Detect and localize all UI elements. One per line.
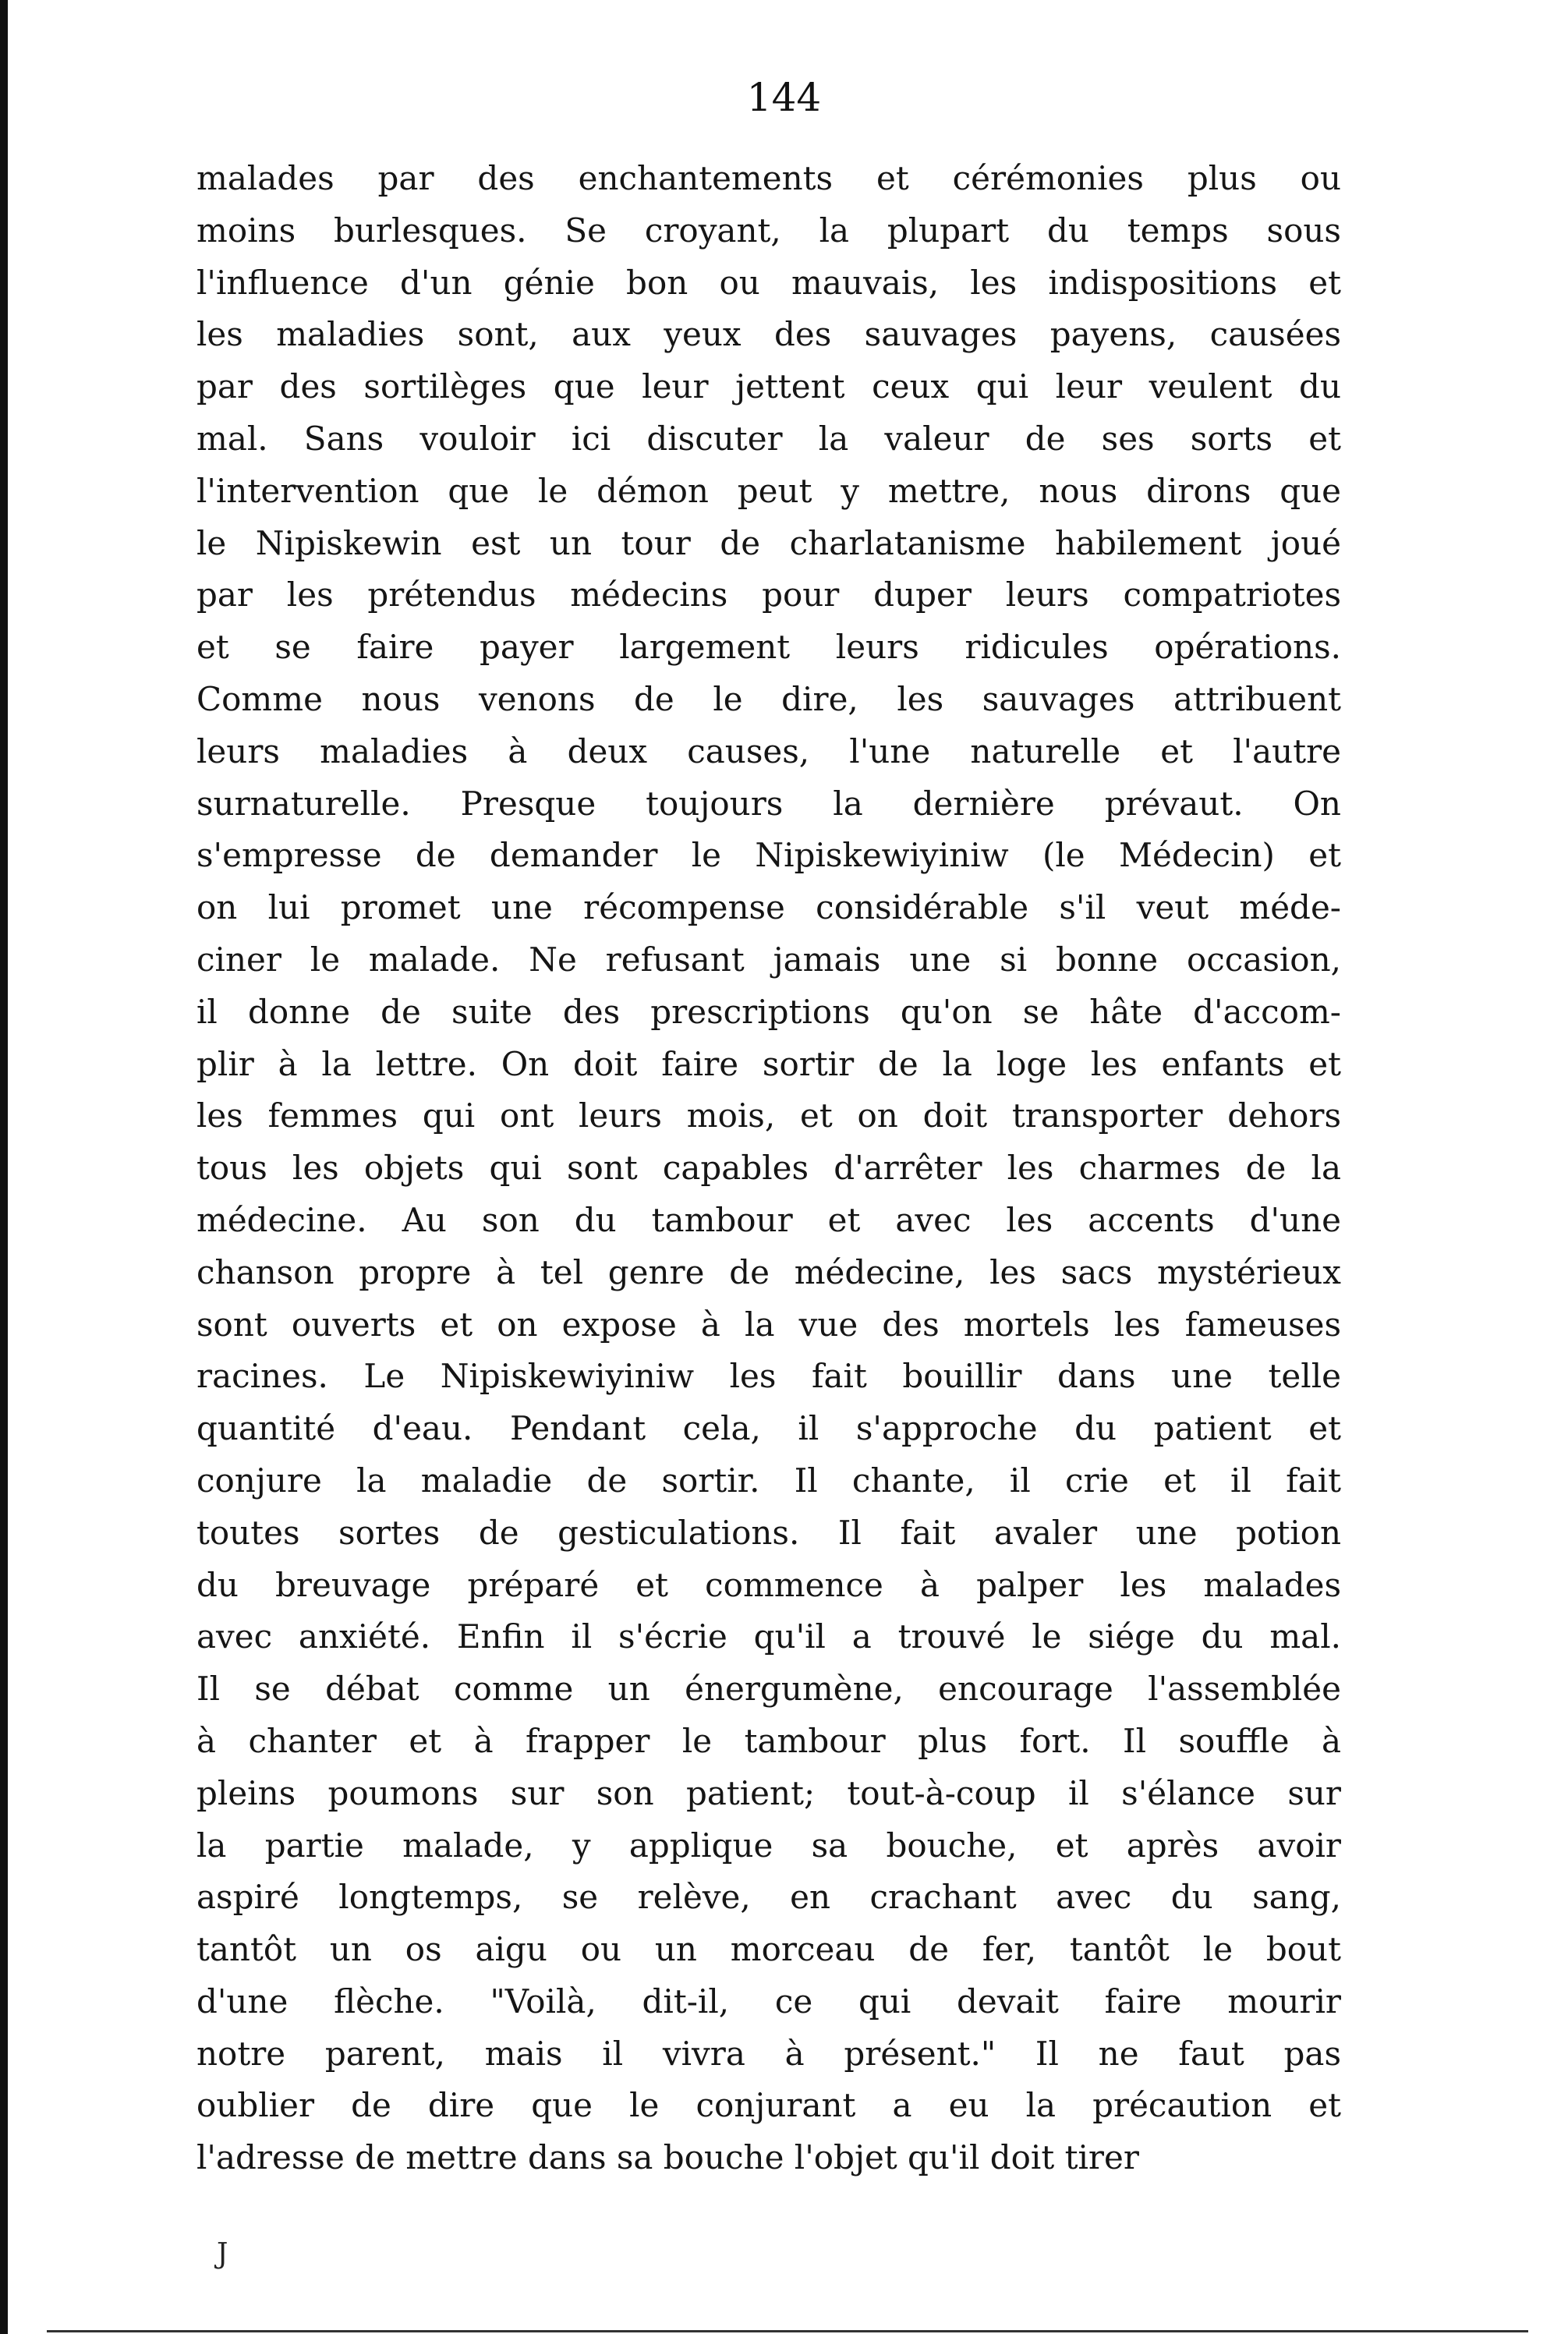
text-line: Il se débat comme un énergumène, encourage l'assemblée: [196, 1670, 1341, 1709]
text-line: d'une flèche. "Voilà, dit-il, ce qui devait faire mourir: [196, 1982, 1341, 2021]
text-line: ciner le malade. Ne refusant jamais une si bonne occasion,: [196, 940, 1341, 979]
text-line: sont ouverts et on expose à la vue des mortels les fameuses: [196, 1305, 1341, 1344]
text-line: notre parent, mais il vivra à présent." Il ne faut pas: [196, 2034, 1341, 2073]
left-margin-rule: [0, 0, 8, 2334]
text-line: conjure la maladie de sortir. Il chante, il crie et il fait: [196, 1461, 1341, 1500]
text-line: malades par des enchantements et cérémonies plus ou: [196, 159, 1341, 197]
text-line: moins burlesques. Se croyant, la plupart du temps sous: [196, 211, 1341, 250]
text-line: la partie malade, y applique sa bouche, et après avoir: [196, 1826, 1341, 1865]
text-line: Comme nous venons de le dire, les sauvages attribuent: [196, 679, 1341, 718]
text-line: chanson propre à tel genre de médecine, les sacs mystérieux: [196, 1252, 1341, 1291]
text-line: s'empresse de demander le Nipiskewiyiniw (le Médecin) et: [196, 836, 1341, 875]
text-line: du breuvage préparé et commence à palper les malades: [196, 1565, 1341, 1604]
text-line: par des sortilèges que leur jettent ceux qui leur veulent du: [196, 367, 1341, 406]
text-line: les maladies sont, aux yeux des sauvages payens, causées: [196, 315, 1341, 354]
text-line: surnaturelle. Presque toujours la dernière prévaut. On: [196, 784, 1341, 823]
text-line: les femmes qui ont leurs mois, et on doit transporter dehors: [196, 1096, 1341, 1135]
text-line: médecine. Au son du tambour et avec les accents d'une: [196, 1200, 1341, 1239]
text-line: tous les objets qui sont capables d'arrêter les charmes de la: [196, 1149, 1341, 1188]
text-line: avec anxiété. Enfin il s'écrie qu'il a trouvé le siége du mal.: [196, 1617, 1341, 1656]
text-line: pleins poumons sur son patient; tout-à-coup il s'élance sur: [196, 1773, 1341, 1812]
text-line: quantité d'eau. Pendant cela, il s'approche du patient et: [196, 1409, 1341, 1448]
text-line: et se faire payer largement leurs ridicules opérations.: [196, 628, 1341, 667]
text-line: oublier de dire que le conjurant a eu la précaution et: [196, 2086, 1341, 2125]
text-line: à chanter et à frapper le tambour plus fort. Il souffle à: [196, 1721, 1341, 1760]
text-line: l'adresse de mettre dans sa bouche l'objet qu'il doit tirer: [196, 2138, 1139, 2177]
text-line: on lui promet une récompense considérable s'il veut méde-: [196, 888, 1341, 927]
text-line: l'influence d'un génie bon ou mauvais, les indispositions et: [196, 263, 1341, 302]
text-line: il donne de suite des prescriptions qu'on se hâte d'accom-: [196, 992, 1341, 1031]
page-number: 144: [746, 75, 822, 120]
bottom-mark: J: [217, 2238, 228, 2270]
text-line: tantôt un os aigu ou un morceau de fer, tantôt le bout: [196, 1930, 1341, 1969]
text-line: le Nipiskewin est un tour de charlatanisme habilement joué: [196, 523, 1341, 562]
text-line: l'intervention que le démon peut y mettre, nous dirons que: [196, 471, 1341, 510]
body-text: [196, 153, 1341, 2184]
text-line: leurs maladies à deux causes, l'une naturelle et l'autre: [196, 731, 1341, 770]
bottom-rule: [47, 2330, 1528, 2332]
text-line: par les prétendus médecins pour duper leurs compatriotes: [196, 576, 1341, 614]
text-line: plir à la lettre. On doit faire sortir de la loge les enfants et: [196, 1044, 1341, 1083]
text-line: toutes sortes de gesticulations. Il fait avaler une potion: [196, 1513, 1341, 1552]
text-line: mal. Sans vouloir ici discuter la valeur de ses sorts et: [196, 419, 1341, 458]
text-line: aspiré longtemps, se relève, en crachant avec du sang,: [196, 1878, 1341, 1917]
text-line: racines. Le Nipiskewiyiniw les fait bouillir dans une telle: [196, 1357, 1341, 1396]
